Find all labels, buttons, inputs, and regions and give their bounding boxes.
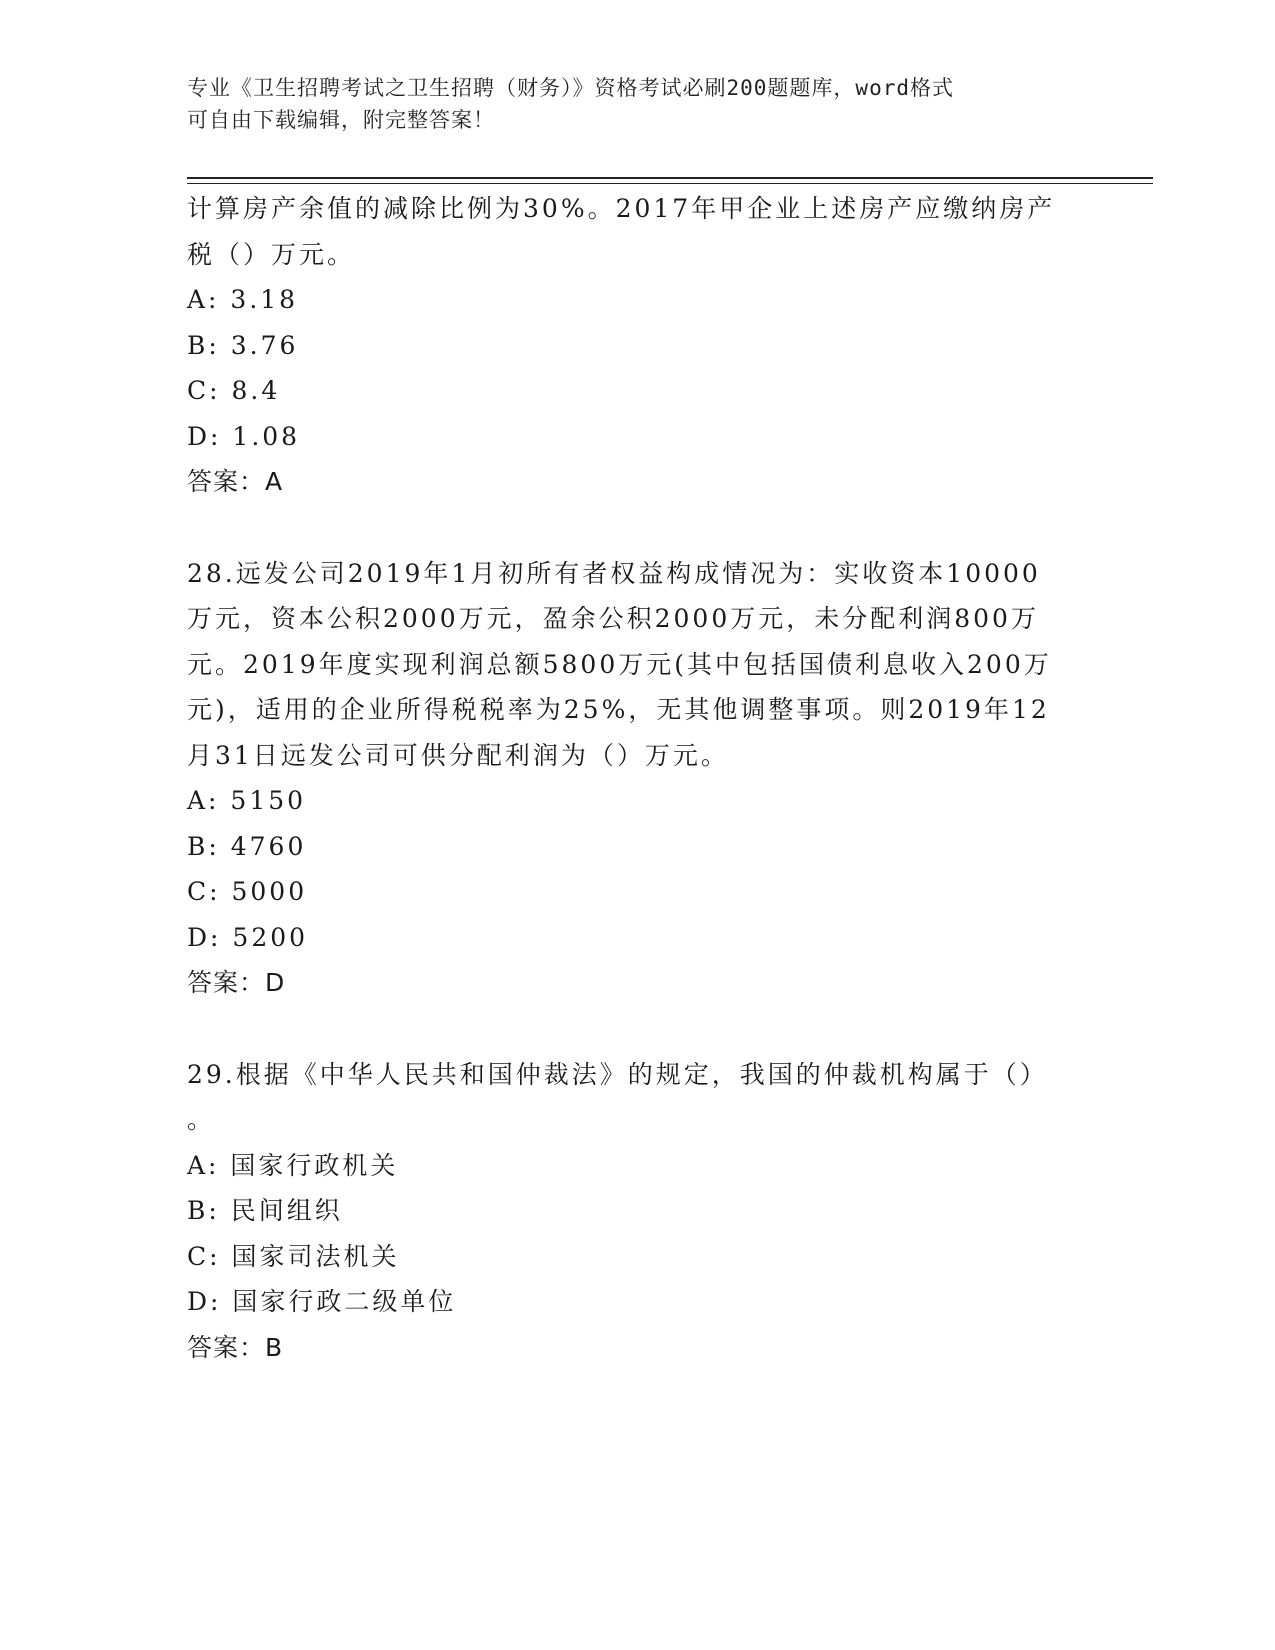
option-c: C: 8.4 bbox=[187, 376, 281, 405]
question-stem: 元。2019年度实现利润总额5800万元(其中包括国债利息收入200万 bbox=[187, 649, 1052, 679]
header-line: 可自由下载编辑，附完整答案！ bbox=[187, 108, 495, 132]
document-header bbox=[187, 72, 1067, 136]
option-d: D: 国家行政二级单位 bbox=[187, 1287, 457, 1316]
question-stem: 。 bbox=[187, 1105, 216, 1134]
option-a: A: 5150 bbox=[187, 786, 307, 815]
option-c: C: 国家司法机关 bbox=[187, 1241, 400, 1271]
option-b: B: 3.76 bbox=[187, 330, 299, 360]
header-line: 专业《卫生招聘考试之卫生招聘（财务）》资格考试必刷200题题库，word格式 bbox=[187, 76, 954, 100]
question-content bbox=[187, 186, 1087, 1370]
option-d: D: 1.08 bbox=[187, 421, 301, 451]
answer-line: 答案：D bbox=[187, 968, 286, 997]
question-27 bbox=[187, 186, 1087, 505]
question-stem: 28.远发公司2019年1月初所有者权益构成情况为：实收资本10000 bbox=[187, 558, 1041, 588]
question-stem: 万元，资本公积2000万元，盈余公积2000万元，未分配利润800万 bbox=[187, 604, 1039, 633]
spacer bbox=[187, 1006, 1087, 1052]
answer-line: 答案：B bbox=[187, 1332, 284, 1362]
spacer bbox=[187, 505, 1087, 551]
question-stem: 29.根据《中华人民共和国仲裁法》的规定，我国的仲裁机构属于（） bbox=[187, 1059, 1048, 1089]
question-stem: 计算房产余值的减除比例为30%。2017年甲企业上述房产应缴纳房产 bbox=[187, 194, 1056, 223]
question-stem: 税（）万元。 bbox=[187, 239, 356, 269]
header-divider-thin bbox=[187, 183, 1153, 184]
answer-line: 答案：A bbox=[187, 467, 284, 496]
option-b: B: 民间组织 bbox=[187, 1196, 343, 1225]
option-c: C: 5000 bbox=[187, 877, 308, 906]
option-a: A: 3.18 bbox=[187, 285, 299, 314]
option-b: B: 4760 bbox=[187, 831, 307, 861]
header-divider bbox=[187, 177, 1153, 179]
option-a: A: 国家行政机关 bbox=[187, 1150, 399, 1180]
question-stem: 月31日远发公司可供分配利润为（）万元。 bbox=[187, 740, 729, 770]
question-28 bbox=[187, 551, 1087, 1006]
question-stem: 元)，适用的企业所得税税率为25%，无其他调整事项。则2019年12 bbox=[187, 695, 1050, 724]
option-d: D: 5200 bbox=[187, 922, 309, 952]
question-29 bbox=[187, 1052, 1087, 1371]
